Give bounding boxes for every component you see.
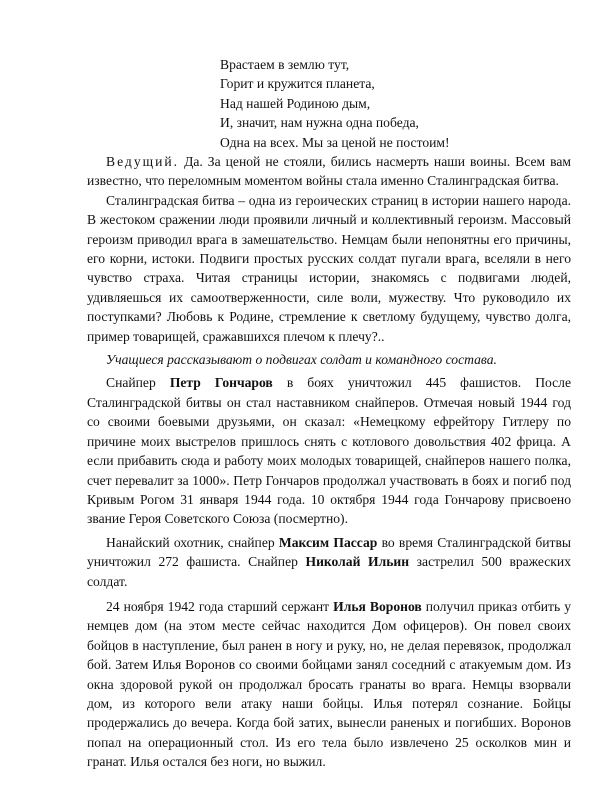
hero-name: Максим Пассар <box>278 534 378 550</box>
body-text <box>87 152 571 772</box>
poem-line: Горит и кружится планета, <box>220 76 375 92</box>
poem-stanza <box>220 55 520 152</box>
paragraph-presenter <box>87 152 571 191</box>
paragraph-passar-ilyin <box>87 533 571 591</box>
paragraph-text: 24 ноября 1942 года старший сержант <box>106 598 334 614</box>
paragraph-text: во время Сталинградской битвы уничтожил 272 фашиста. Снайпер <box>87 534 572 570</box>
speaker-label: Ведущий. <box>106 154 180 169</box>
poem-line: Одна на всех. Мы за ценой не постоим! <box>220 134 450 150</box>
paragraph-stalingrad <box>87 191 571 346</box>
stage-direction-text: Учащиеся рассказывают о подвигах солдат и командного состава. <box>106 352 497 368</box>
poem-line: Над нашей Родиною дым, <box>220 95 371 111</box>
paragraph-text: Да. За ценой не стояли, бились насмерть наши воины. Всем вам известно, что переломным моментом войны стала именно Сталинградская битва. <box>87 154 571 189</box>
paragraph-goncharov <box>87 373 571 528</box>
hero-name: Илья Воронов <box>333 598 422 614</box>
hero-name: Николай Ильин <box>305 554 410 570</box>
paragraph-text: Сталинградская битва – одна из героических страниц в истории нашего народа. В жестоком сражении люди проявили личный и коллективный героизм. Массовый героизм приводил врага в замешательство. Немцам были непонятны его причины, его корни, истоки. Подвиги простых русских солдат пугали врага, вселяли в него чувство страха. Читая страницы истории, знакомясь с подвигами людей, удивляешься их самоотверженности, силе воли, мужеству. Что руководило их поступками? Любовь к Родине, стремление к светлому будущему, чувство долга, пример товарищей, сражавшихся плечом к плечу?.. <box>87 192 571 344</box>
poem-line: И, значит, нам нужна одна победа, <box>220 115 419 131</box>
poem-line: Врастаем в землю тут, <box>220 57 350 72</box>
paragraph-voronov <box>87 597 571 772</box>
stage-direction <box>87 350 571 369</box>
paragraph-text: Нанайский охотник, снайпер <box>106 534 279 550</box>
paragraph-text: получил приказ отбить у немцев дом (на этом месте сейчас находится Дом офицеров). Он повел своих бойцов в наступление, был ранен в ногу и руку, но, не делая перевязок, продолжал бой. Затем Илья Воронов со своими бойцами занял соседний с атакуемым дом. Из окна здоровой рукой он продолжал бросать гранаты во врага. Немцы взорвали дом, из которого вели атаку наши бойцы. Илья потерял сознание. Бойцы продержались до вечера. Когда бой затих, вынесли раненых и погибших. Воронов попал на операционный стол. Из его тела было извлечено 25 осколков мин и гранат. Илья остался без ноги, но выжил. <box>87 598 571 770</box>
paragraph-text: застрелил 500 вражеских солдат. <box>87 554 571 589</box>
paragraph-text: Снайпер <box>106 375 170 391</box>
hero-name: Петр Гончаров <box>169 375 273 391</box>
paragraph-text: в боях уничтожил 445 фашистов. После Сталинградской битвы он стал наставником снайперов. Отмечая новый 1944 год со своими боевыми друзьями, он сказал: «Немецкому ефрейтору Гитлеру по причине моих выстрелов пришлось снять с котлового довольствия 402 фрица. А если прибавить сюда и работу моих молодых товарищей, снайперов нашего полка, счет перевалит за 1000». Петр Гончаров продолжал участвовать в боях и погиб под Кривым Рогом 31 января 1944 года. 10 октября 1944 года Гончарову присвоено звание Героя Советского Союза (посмертно). <box>87 375 572 527</box>
